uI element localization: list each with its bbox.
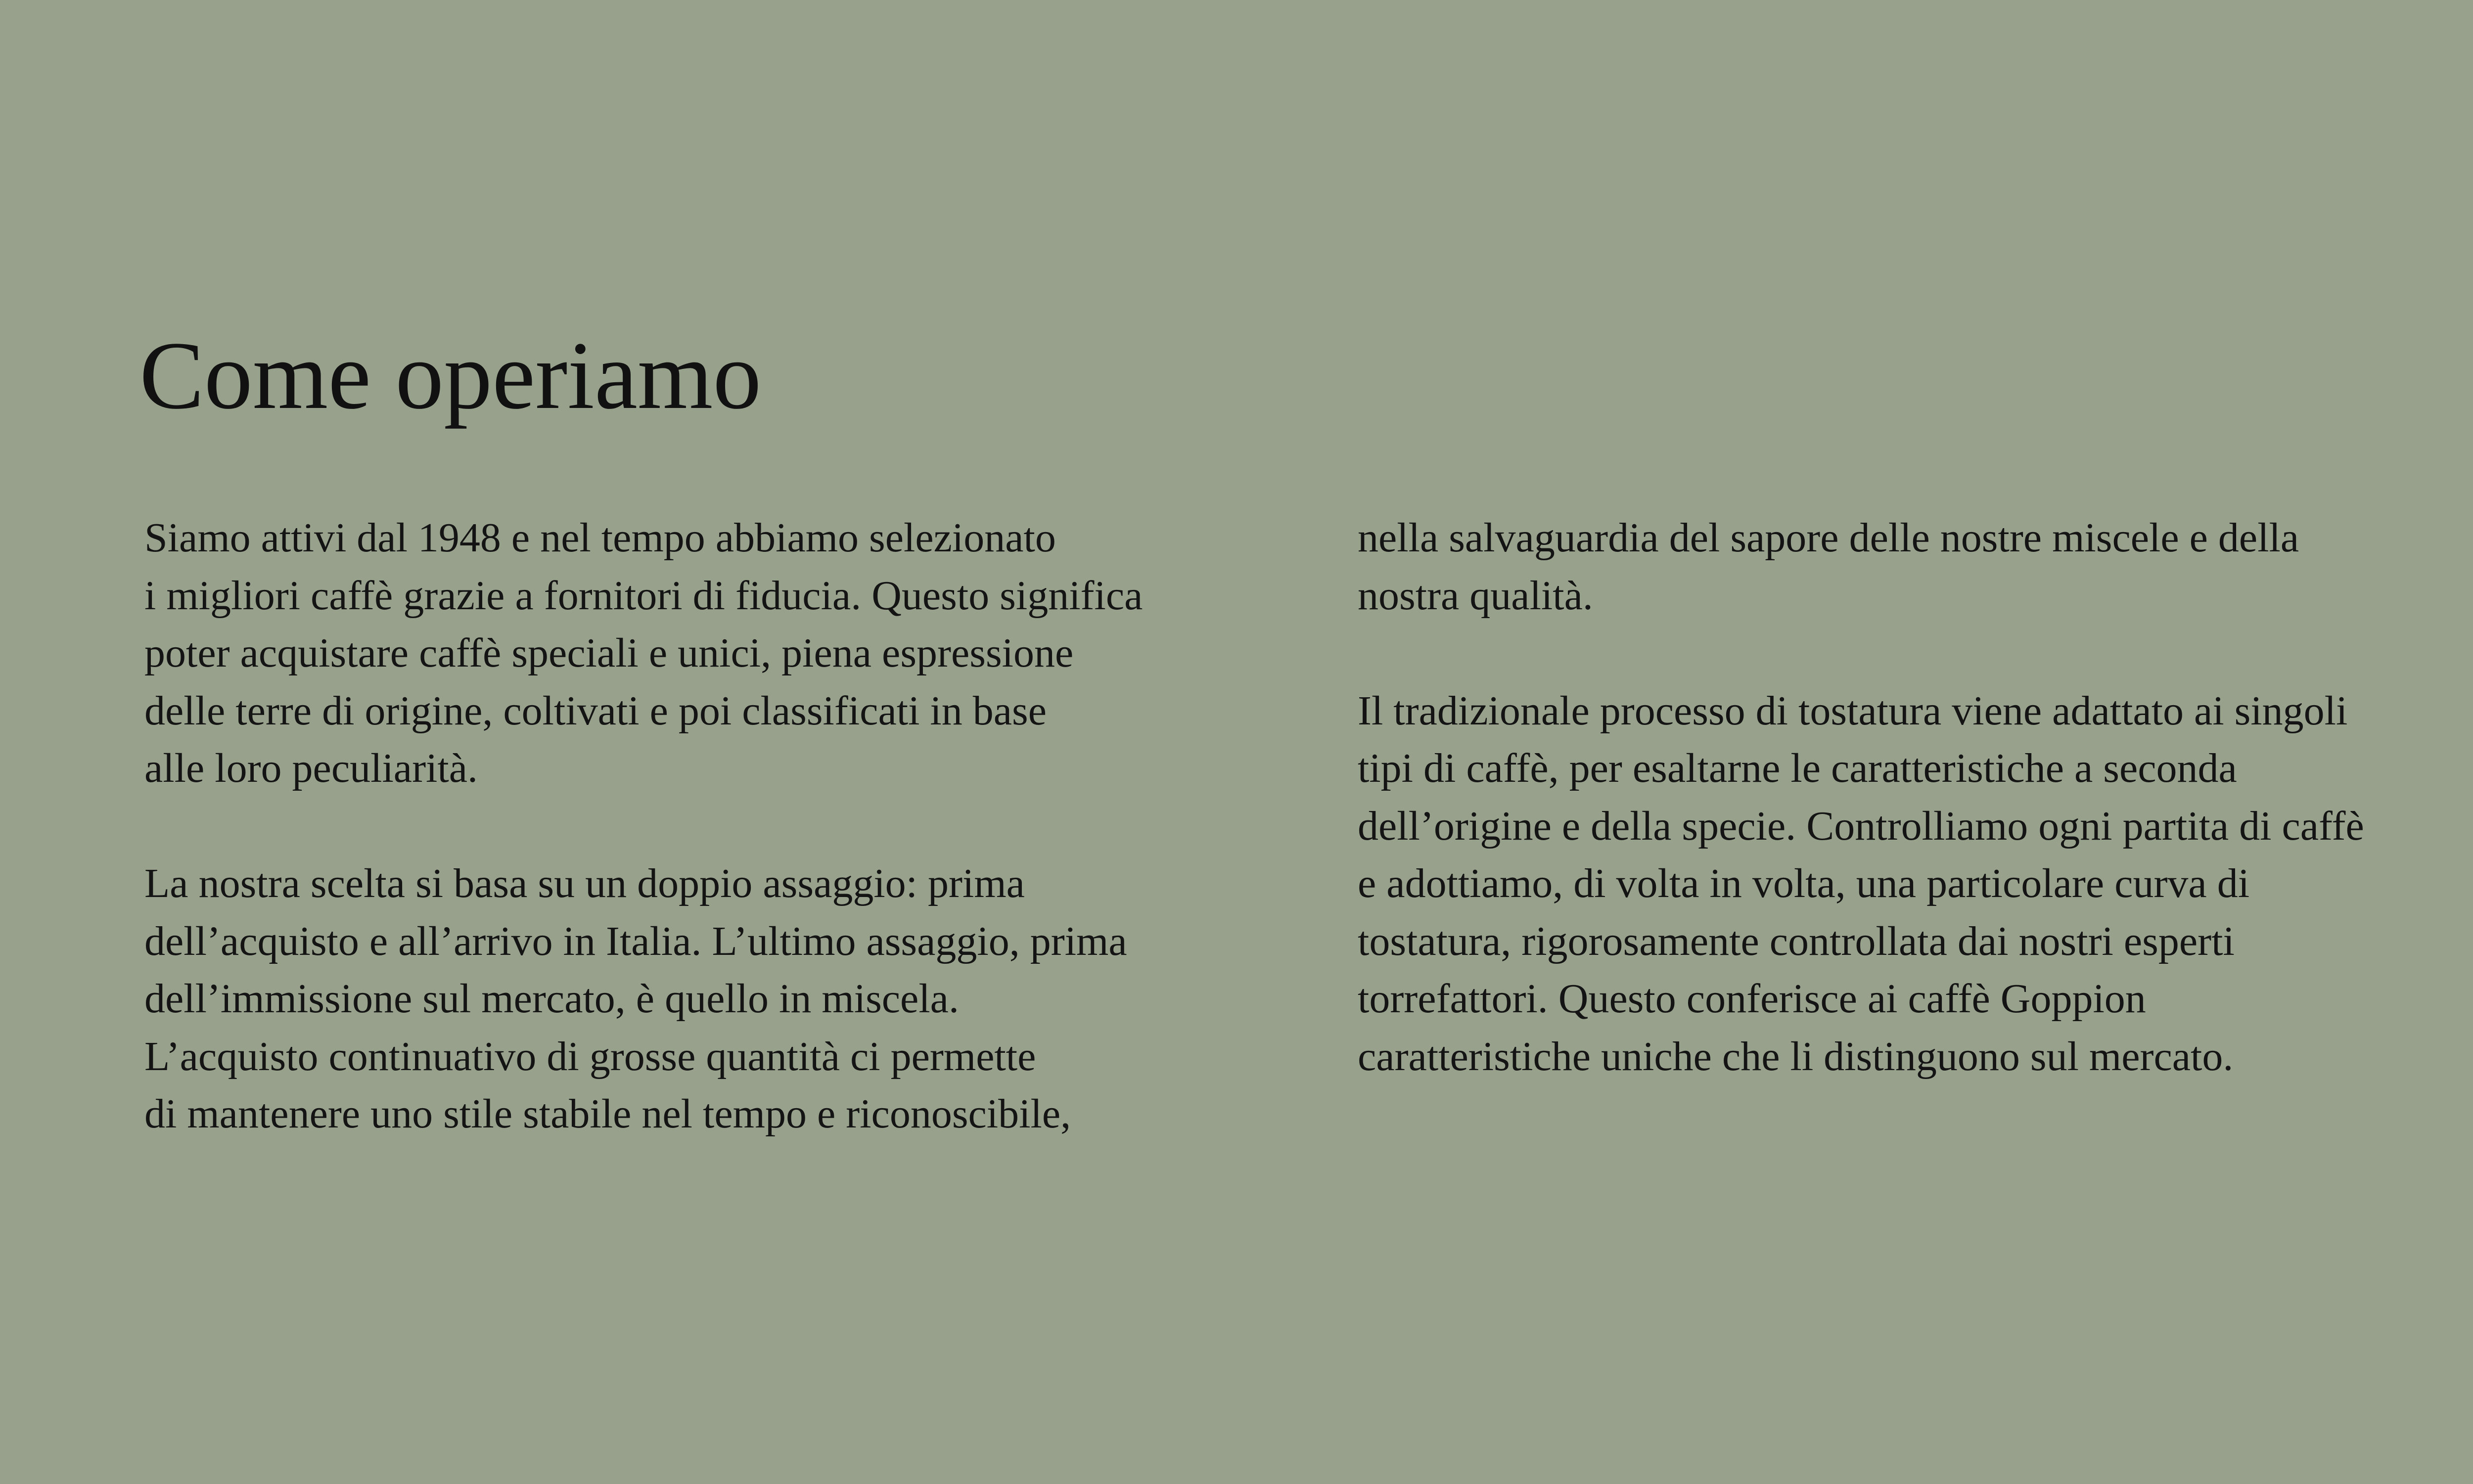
- text-line: poter acquistare caffè speciali e unici, piena espressione: [144, 630, 1074, 676]
- text-line: La nostra scelta si basa su un doppio assaggio: prima: [144, 860, 1025, 906]
- text-line: dell’origine e della specie. Controlliamo ogni partita di caffè: [1358, 803, 2364, 849]
- text-line: dell’acquisto e all’arrivo in Italia. L’ultimo assaggio, prima: [144, 918, 1127, 964]
- text-line: torrefattori. Questo conferisce ai caffè Goppion: [1358, 976, 2146, 1022]
- paragraph-spacer: [144, 798, 1297, 855]
- text-line: L’acquisto continuativo di grosse quantità ci permette: [144, 1033, 1036, 1079]
- left-paragraph-2: [144, 855, 1297, 1143]
- text-line: di mantenere uno stile stabile nel tempo e riconoscibile,: [144, 1091, 1071, 1137]
- right-paragraph-1: [1358, 509, 2473, 625]
- left-paragraph-1: [144, 509, 1297, 798]
- text-line: nella salvaguardia del sapore delle nostre miscele e della: [1358, 515, 2299, 561]
- paragraph-spacer: [1358, 625, 2473, 682]
- text-line: delle terre di origine, coltivati e poi classificati in base: [144, 687, 1047, 734]
- text-line: caratteristiche uniche che li distinguono sul mercato.: [1358, 1033, 2234, 1079]
- right-paragraph-2: [1358, 682, 2473, 1086]
- text-line: i migliori caffè grazie a fornitori di fiducia. Questo significa: [144, 572, 1143, 619]
- text-line: Il tradizionale processo di tostatura viene adattato ai singoli: [1358, 687, 2348, 734]
- text-line: dell’immissione sul mercato, è quello in miscela.: [144, 976, 959, 1022]
- page-title: Come operiamo: [139, 322, 762, 429]
- text-line: Siamo attivi dal 1948 e nel tempo abbiamo selezionato: [144, 515, 1056, 561]
- text-line: tipi di caffè, per esaltarne le caratteristiche a seconda: [1358, 745, 2237, 791]
- text-line: nostra qualità.: [1358, 572, 1593, 619]
- left-text-column: [144, 509, 1297, 1143]
- right-text-column: [1358, 509, 2473, 1085]
- text-line: e adottiamo, di volta in volta, una particolare curva di: [1358, 860, 2250, 906]
- text-line: alle loro peculiarità.: [144, 745, 478, 791]
- text-line: tostatura, rigorosamente controllata dai nostri esperti: [1358, 918, 2235, 964]
